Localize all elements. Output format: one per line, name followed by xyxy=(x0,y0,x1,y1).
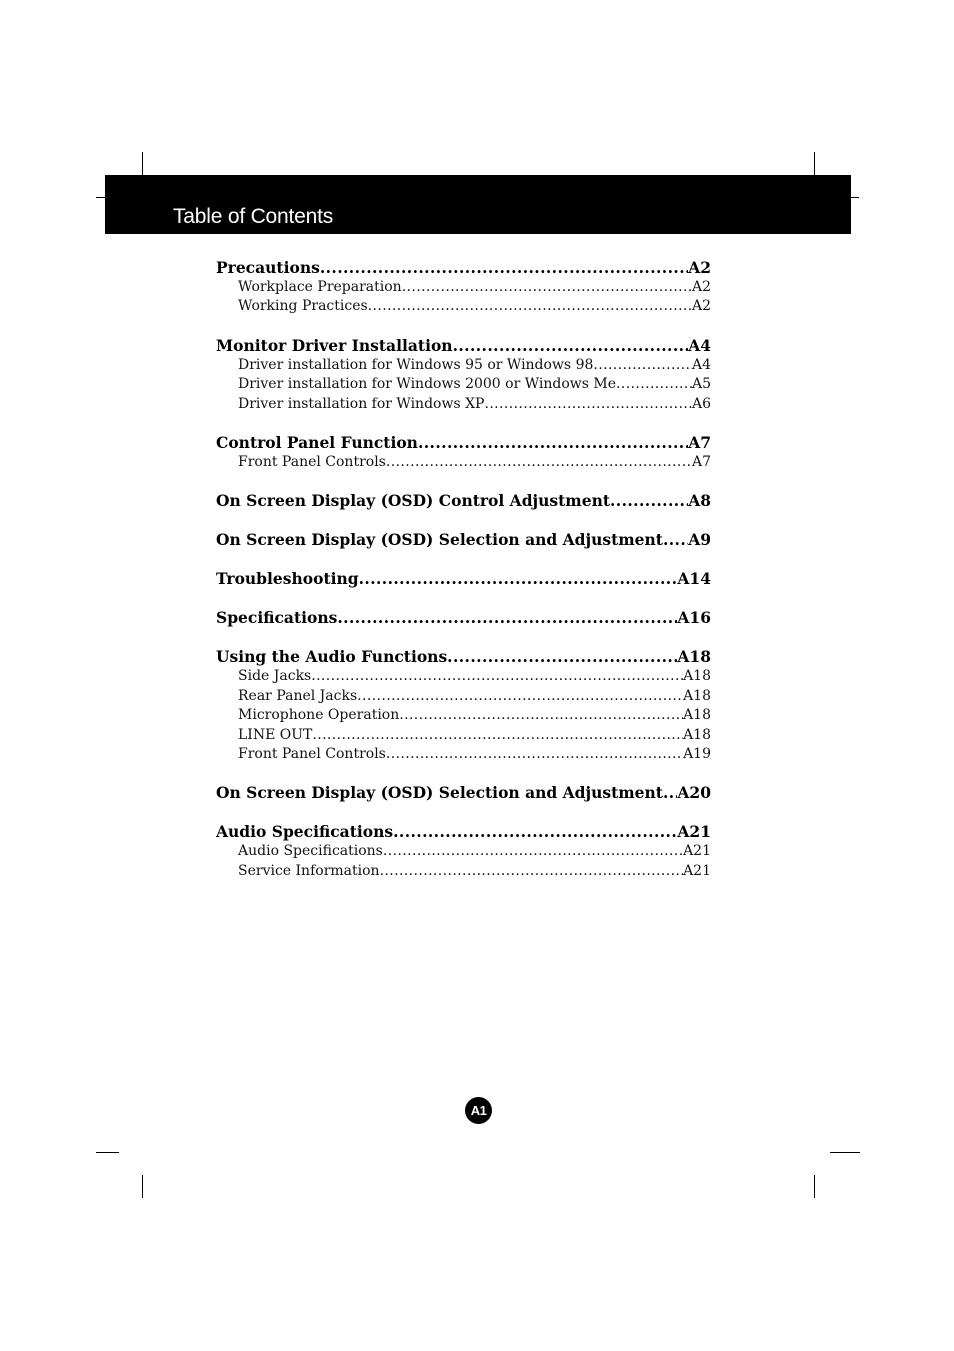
toc-subentry-page-number: A21 xyxy=(683,843,711,860)
dot-leader xyxy=(593,356,692,375)
crop-mark-top-right-vertical xyxy=(814,152,815,175)
toc-section xyxy=(216,530,711,550)
toc-section xyxy=(216,608,711,628)
toc-subentry-label: Rear Panel Jacks xyxy=(238,687,358,704)
toc-section xyxy=(216,336,711,414)
page-title: Table of Contents xyxy=(173,205,334,228)
toc-entry-label: On Screen Display (OSD) Selection and Adjustment xyxy=(216,530,663,550)
toc-entry-page-number: A16 xyxy=(677,608,711,628)
toc-subentry-label: Driver installation for Windows 95 or Windows 98 xyxy=(238,356,594,373)
dot-leader xyxy=(402,278,692,297)
toc-subentry-label: Audio Specifications xyxy=(238,843,383,860)
toc-subentry[interactable] xyxy=(216,356,711,375)
crop-mark-top-left-vertical xyxy=(142,152,143,175)
page-number-badge: A1 xyxy=(465,1097,492,1124)
toc-subentry-page-number: A19 xyxy=(683,745,711,762)
dot-leader xyxy=(399,706,683,725)
toc-entry[interactable] xyxy=(216,433,711,453)
crop-mark-bottom-right-vertical xyxy=(814,1175,815,1198)
toc-entry-label: Precautions xyxy=(216,258,320,277)
toc-subentry-label: LINE OUT xyxy=(238,726,313,743)
toc-subentry[interactable] xyxy=(216,687,711,706)
toc-subentry-page-number: A6 xyxy=(691,395,711,412)
toc-subentry-page-number: A5 xyxy=(691,376,711,393)
toc-entry-page-number: A14 xyxy=(677,569,711,589)
toc-subentry[interactable] xyxy=(216,745,711,764)
toc-section xyxy=(216,258,711,317)
toc-entry[interactable] xyxy=(216,491,711,511)
toc-entry-label: On Screen Display (OSD) Selection and Adjustment xyxy=(216,783,663,803)
toc-entry-page-number: A4 xyxy=(688,335,711,355)
toc-subentry[interactable] xyxy=(216,862,711,881)
toc-subentry[interactable] xyxy=(216,297,711,316)
dot-leader xyxy=(663,783,677,803)
toc-entry-page-number: A18 xyxy=(677,647,711,667)
header-bar xyxy=(105,175,851,234)
dot-leader xyxy=(383,842,683,861)
dot-leader xyxy=(616,375,692,394)
toc-subentry-page-number: A4 xyxy=(691,356,711,373)
toc-subentry[interactable] xyxy=(216,453,711,472)
toc-entry-page-number: A21 xyxy=(677,822,711,842)
toc-subentry-label: Front Panel Controls xyxy=(238,745,386,762)
dot-leader xyxy=(359,569,678,589)
dot-leader xyxy=(368,297,692,316)
toc-subentry-label: Front Panel Controls xyxy=(238,453,386,470)
dot-leader xyxy=(610,491,688,511)
toc-subentry-label: Driver installation for Windows XP xyxy=(238,395,485,412)
toc-subentry-label: Workplace Preparation xyxy=(238,279,402,295)
toc-subentry-page-number: A7 xyxy=(691,453,711,470)
toc-subentry[interactable] xyxy=(216,706,711,725)
toc-section xyxy=(216,783,711,803)
toc-entry-page-number: A2 xyxy=(688,258,711,277)
toc-entry-label: Monitor Driver Installation xyxy=(216,335,453,355)
toc-subentry[interactable] xyxy=(216,278,711,297)
toc-subentry-label: Microphone Operation xyxy=(238,707,400,724)
crop-mark-bottom-left-vertical xyxy=(142,1175,143,1198)
toc-subentry-page-number: A18 xyxy=(683,707,711,724)
toc-section xyxy=(216,433,711,472)
dot-leader xyxy=(337,608,677,628)
dot-leader xyxy=(453,336,689,356)
toc-entry[interactable] xyxy=(216,258,711,278)
dot-leader xyxy=(393,822,677,842)
toc-subentry[interactable] xyxy=(216,395,711,414)
toc-subentry[interactable] xyxy=(216,375,711,394)
dot-leader xyxy=(311,667,683,686)
toc-entry-page-number: A8 xyxy=(688,491,711,511)
dot-leader xyxy=(320,258,688,278)
toc-subentry-label: Working Practices xyxy=(238,298,368,315)
toc-section xyxy=(216,491,711,511)
toc-subentry-page-number: A18 xyxy=(683,668,711,685)
toc-entry-page-number: A9 xyxy=(688,530,711,550)
crop-mark-bottom-right-horizontal xyxy=(830,1152,860,1153)
dot-leader xyxy=(663,530,688,550)
dot-leader xyxy=(357,687,683,706)
toc-subentry-label: Side Jacks xyxy=(238,668,312,685)
toc-section xyxy=(216,822,711,881)
toc-entry-label: Troubleshooting xyxy=(216,569,359,589)
toc-entry-label: Control Panel Function xyxy=(216,432,418,452)
dot-leader xyxy=(484,395,691,414)
toc-entry[interactable] xyxy=(216,569,711,589)
toc-subentry-page-number: A2 xyxy=(691,279,711,295)
dot-leader xyxy=(312,726,683,745)
toc-entry-label: Specifications xyxy=(216,608,338,628)
toc-subentry[interactable] xyxy=(216,667,711,686)
toc-entry[interactable] xyxy=(216,783,711,803)
toc-section xyxy=(216,647,711,764)
toc-entry[interactable] xyxy=(216,647,711,667)
toc-subentry-page-number: A2 xyxy=(691,298,711,315)
toc-entry-label: Audio Specifications xyxy=(216,822,394,842)
dot-leader xyxy=(380,862,684,881)
dot-leader xyxy=(386,453,692,472)
toc-subentry[interactable] xyxy=(216,842,711,861)
toc-entry-page-number: A7 xyxy=(688,432,711,452)
toc-entry[interactable] xyxy=(216,336,711,356)
crop-mark-bottom-left-horizontal xyxy=(96,1152,119,1153)
toc-entry-label: On Screen Display (OSD) Control Adjustment xyxy=(216,491,610,511)
dot-leader xyxy=(386,745,683,764)
toc-entry-page-number: A20 xyxy=(677,783,711,803)
toc-subentry-label: Driver installation for Windows 2000 or Windows Me xyxy=(238,376,616,393)
toc-subentry-page-number: A18 xyxy=(683,726,711,743)
toc-section xyxy=(216,569,711,589)
dot-leader xyxy=(447,647,677,667)
toc-subentry[interactable] xyxy=(216,726,711,745)
toc-entry-label: Using the Audio Functions xyxy=(216,647,448,667)
toc-subentry-page-number: A18 xyxy=(683,687,711,704)
toc-entry[interactable] xyxy=(216,822,711,842)
toc-entry[interactable] xyxy=(216,530,711,550)
toc-entry[interactable] xyxy=(216,608,711,628)
toc-subentry-page-number: A21 xyxy=(683,862,711,879)
table-of-contents xyxy=(216,258,711,900)
dot-leader xyxy=(418,433,688,453)
toc-subentry-label: Service Information xyxy=(238,862,380,879)
